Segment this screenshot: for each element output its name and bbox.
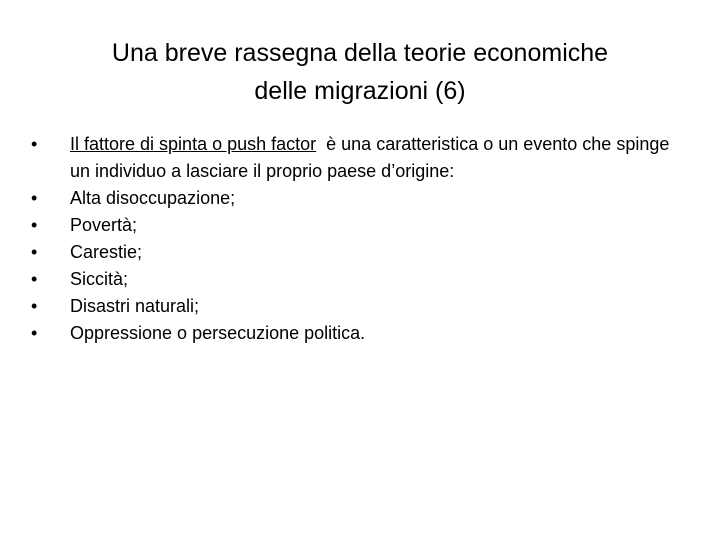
bullet-dot-icon: •: [31, 296, 38, 316]
bullet-dot-icon: •: [31, 134, 38, 154]
bullet-dot-icon: •: [31, 242, 38, 262]
bullet-item-text: Disastri naturali;: [70, 296, 200, 316]
bullet-dot-icon: •: [31, 269, 38, 289]
bullet-item: [28, 266, 688, 293]
title-line-2: delle migrazioni (6): [254, 77, 466, 105]
bullet-item-text: Alta disoccupazione;: [70, 188, 236, 208]
bullet-item: [28, 239, 688, 266]
bullet-item: [28, 212, 688, 239]
push-factor-definition-text: è una caratteristica o un evento che spinge un individuo a lasciare il proprio paese d’origine:: [70, 134, 675, 181]
bullet-dot-icon: •: [31, 323, 38, 343]
bullet-item-text: Povertà;: [70, 215, 138, 235]
push-factor-term: Il fattore di spinta o push factor: [70, 134, 317, 154]
bullet-push-factor-definition: [28, 131, 688, 185]
title-line-1: Una breve rassegna della teorie economiche: [111, 39, 609, 67]
bullet-item: [28, 293, 688, 320]
bullet-item-text: Carestie;: [70, 242, 143, 262]
bullet-dot-icon: •: [31, 188, 38, 208]
bullet-list: [28, 131, 688, 347]
bullet-item-text: Oppressione o persecuzione politica.: [70, 323, 366, 343]
slide-title: [36, 34, 684, 110]
bullet-item: [28, 320, 688, 347]
bullet-dot-icon: •: [31, 215, 38, 235]
bullet-item: [28, 185, 688, 212]
bullet-item-text: Siccità;: [70, 269, 129, 289]
